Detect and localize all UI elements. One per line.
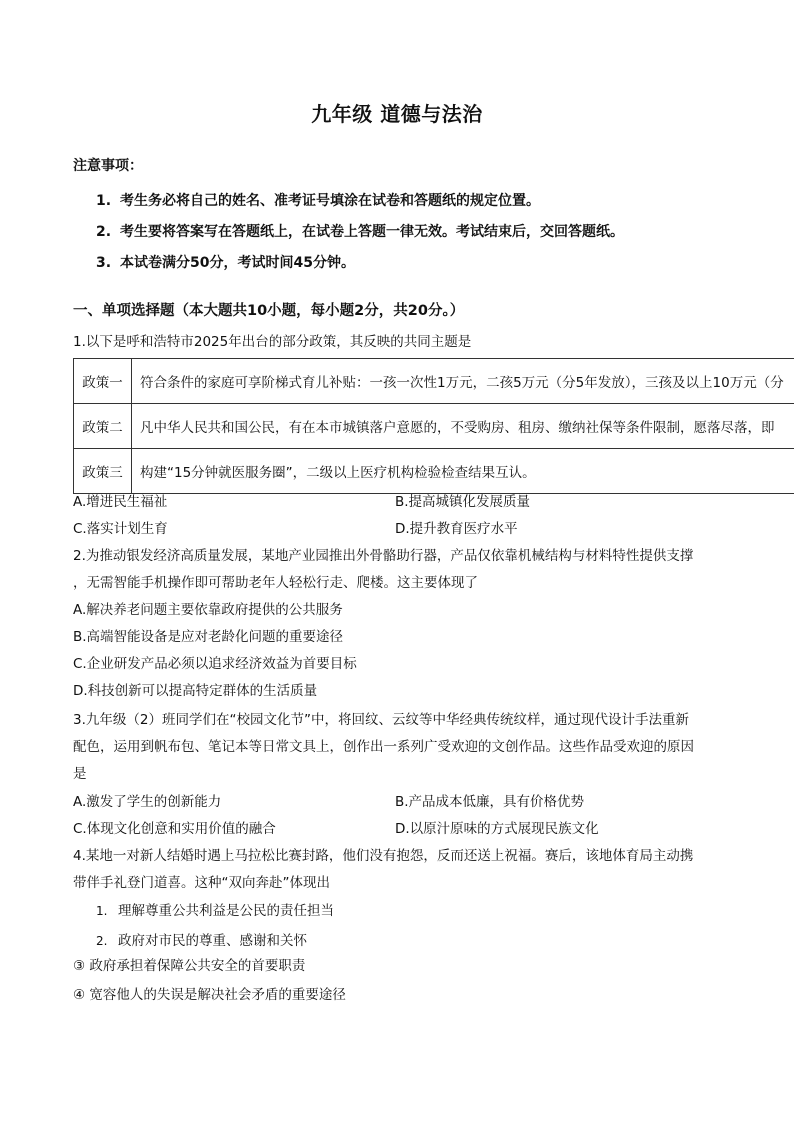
question-stem-line: ，无需智能手机操作即可帮助老年人轻松行走、爬楼。这主要体现了 [73, 575, 478, 591]
question-stem-line: 2.为推动银发经济高质量发展，某地产业园推出外骨骼助行器，产品仅依靠机械结构与材料特性提供支撑 [73, 548, 694, 564]
policy-text: 构建“15分钟就医服务圈”，二级以上医疗机构检验检查结果互认。 [132, 449, 794, 494]
statement-item: ③ 政府承担着保障公共安全的首要职责 [73, 958, 306, 974]
notice-item [96, 221, 776, 252]
question-stem-line: 1.以下是呼和浩特市2025年出台的部分政策，其反映的共同主题是 [73, 334, 472, 350]
table-row [74, 449, 794, 494]
question-4-statements [96, 896, 334, 956]
option-b[interactable]: B.提高城镇化发展质量 [395, 494, 531, 510]
question-3 [73, 707, 733, 788]
policy-label: 政策三 [74, 449, 132, 494]
notice-list [96, 190, 776, 283]
notice-heading: 注意事项： [73, 158, 143, 174]
option-row [73, 789, 733, 816]
question-stem-line: 3.九年级（2）班同学们在“校园文化节”中，将回纹、云纹等中华经典传统纹样，通过现代设计手法重新 [73, 712, 689, 728]
option-a[interactable]: A.解决养老问题主要依靠政府提供的公共服务 [73, 602, 343, 618]
notice-item-number: 2. [96, 224, 112, 240]
statement-number: 2. [96, 934, 108, 948]
statement-text: 政府对市民的尊重、感谢和关怀 [118, 933, 307, 949]
question-stem-line: 是 [73, 766, 87, 782]
policy-label: 政策一 [74, 359, 132, 404]
page-title: 九年级 道德与法治 [311, 102, 483, 126]
notice-item-text: 本试卷满分50分，考试时间45分钟。 [120, 255, 355, 271]
question-2 [73, 543, 733, 705]
table-row [74, 404, 794, 449]
policy-table [73, 358, 794, 494]
question-stem-line: 配色，运用到帆布包、笔记本等日常文具上，创作出一系列广受欢迎的文创作品。这些作品受欢迎的原因 [73, 739, 694, 755]
option-d[interactable]: D.科技创新可以提高特定群体的生活质量 [73, 683, 318, 699]
option-c[interactable]: C.企业研发产品必须以追求经济效益为首要目标 [73, 656, 357, 672]
statement-item [96, 896, 334, 926]
policy-text: 符合条件的家庭可享阶梯式育儿补贴：一孩一次性1万元，二孩5万元（分5年发放），三孩及以上10万元（分 [132, 359, 794, 404]
option-d[interactable]: D.提升教育医疗水平 [395, 521, 518, 537]
question-stem-line: 4.某地一对新人结婚时遇上马拉松比赛封路，他们没有抱怨，反而还送上祝福。赛后，该地体育局主动携 [73, 848, 694, 864]
option-c[interactable]: C.落实计划生育 [73, 521, 168, 537]
notice-item-text: 考生务必将自己的姓名、准考证号填涂在试卷和答题纸的规定位置。 [120, 193, 540, 209]
question-stem-line: 带伴手礼登门道喜。这种“双向奔赴”体现出 [73, 875, 330, 891]
option-row [73, 489, 733, 516]
notice-item-number: 1. [96, 193, 112, 209]
section-heading: 一、单项选择题（本大题共10小题，每小题2分，共20分。） [73, 303, 465, 319]
question-4-circled-statements [73, 952, 346, 1010]
option-row [73, 816, 733, 843]
notice-item [96, 190, 776, 221]
option-a[interactable]: A.增进民生福祉 [73, 494, 168, 510]
policy-label: 政策二 [74, 404, 132, 449]
option-b[interactable]: B.产品成本低廉，具有价格优势 [395, 794, 585, 810]
question-1-stem [73, 329, 733, 356]
statement-number: 1. [96, 904, 108, 918]
question-4 [73, 843, 733, 897]
option-b[interactable]: B.高端智能设备是应对老龄化问题的重要途径 [73, 629, 344, 645]
statement-item: ④ 宽容他人的失误是解决社会矛盾的重要途径 [73, 987, 346, 1003]
statement-text: 理解尊重公共利益是公民的责任担当 [118, 903, 334, 919]
notice-item-number: 3. [96, 255, 112, 271]
option-row [73, 516, 733, 543]
question-1-options [73, 489, 733, 543]
notice-item [96, 252, 776, 283]
option-c[interactable]: C.体现文化创意和实用价值的融合 [73, 821, 276, 837]
question-3-options [73, 789, 733, 843]
option-a[interactable]: A.激发了学生的创新能力 [73, 794, 222, 810]
policy-text: 凡中华人民共和国公民，有在本市城镇落户意愿的，不受购房、租房、缴纳社保等条件限制，愿落尽落，即 [132, 404, 794, 449]
notice-item-text: 考生要将答案写在答题纸上，在试卷上答题一律无效。考试结束后，交回答题纸。 [120, 224, 624, 240]
option-d[interactable]: D.以原汁原味的方式展现民族文化 [395, 821, 599, 837]
table-row [74, 359, 794, 404]
